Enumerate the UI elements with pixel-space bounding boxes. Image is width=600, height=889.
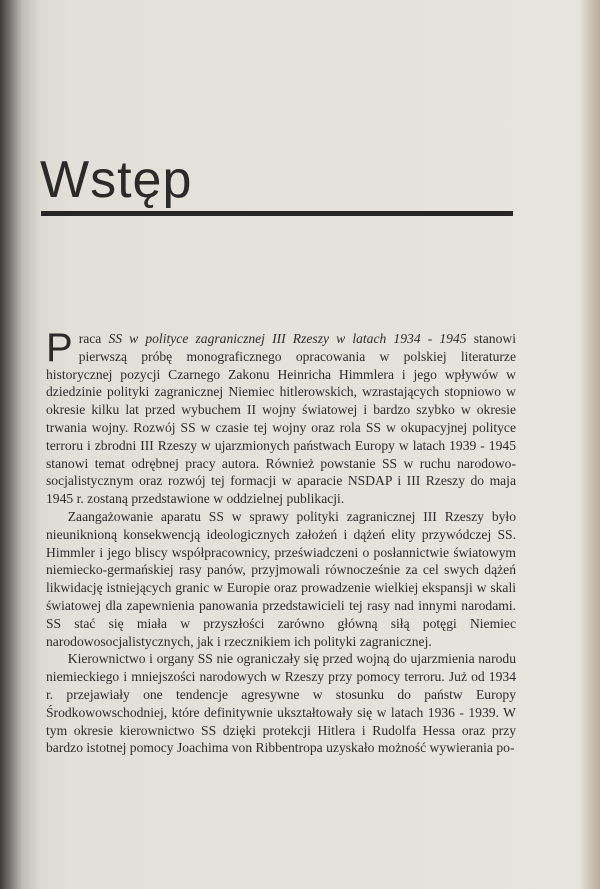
body-text bbox=[46, 326, 516, 757]
drop-cap: P bbox=[46, 326, 73, 370]
title-rule bbox=[41, 211, 513, 216]
book-title-italic: SS w polityce zagranicznej III Rzeszy w latach 1934 - 1945 bbox=[108, 331, 467, 346]
paragraph-3: Kierownictwo i organy SS nie ograniczały się przed wojną do ujarzmienia narodu niemieckiego i mniejszości narodowych w Rzeszy przy pomocy terroru. Już od 1934 r. przejawiały one tendencje agresywne w stosunku do państw Europy Środkowowschodniej, które definitywnie ukształtowały się w latach 1936 - 1939. W tym okresie kierownictwo SS dzięki protekcji Hitlera i Rudolfa Hessa oraz przy bardzo istotnej pomocy Joachima von Ribbentropa uzyskało możność wywierania po- bbox=[46, 651, 516, 756]
page-edge bbox=[580, 0, 600, 889]
paragraph-1-lead: raca bbox=[78, 331, 109, 346]
paragraph-1-text: stanowi pierwszą próbę monograficznego opracowania w polskiej literaturze historycznej pozycji Czarnego Zakonu Heinricha Himmlera i jego wpływów w dziedzinie polityki zagranicznej Niemiec hitlerowskich, wzrastających stopniowo w okresie kilku lat przed wybuchem II wojny światowej i bardzo szybko w okresie trwania wojny. Rozwój SS w czasie tej wojny oraz rola SS w okupacyjnej polityce terroru i zbrodni III Rzeszy w ujarzmionych państwach Europy w latach 1939 - 1945 stanowi temat odrębnej pracy autora. Również powstanie SS w ruchu narodowo-socjalistycznym oraz rozwój tej formacji w aparacie NSDAP i III Rzeszy do maja 1945 r. zostaną przedstawione w oddzielnej publikacji. bbox=[46, 331, 516, 507]
paragraph-1 bbox=[46, 326, 516, 508]
chapter-title: Wstęp bbox=[40, 151, 193, 209]
paragraph-2: Zaangażowanie aparatu SS w sprawy polityki zagranicznej III Rzeszy było nieuniknioną konsekwencją ideologicznych założeń i dążeń elity przywódczej SS. Himmler i jego bliscy współpracownicy, przeświadczeni o posłannictwie światowym niemiecko-germańskiej rasy panów, przyjmowali równocześnie za cel swych dążeń likwidację istniejących granic w Europie oraz prowadzenie wielkiej ekspansji w skali światowej dla zapewnienia panowania przedstawicieli tej rasy nad innymi narodami. SS stać się miała w przyszłości zarówno główną siłą potęgi Niemiec narodowosocjalistycznych, jak i rzecznikiem ich polityki zagranicznej. bbox=[46, 508, 516, 649]
